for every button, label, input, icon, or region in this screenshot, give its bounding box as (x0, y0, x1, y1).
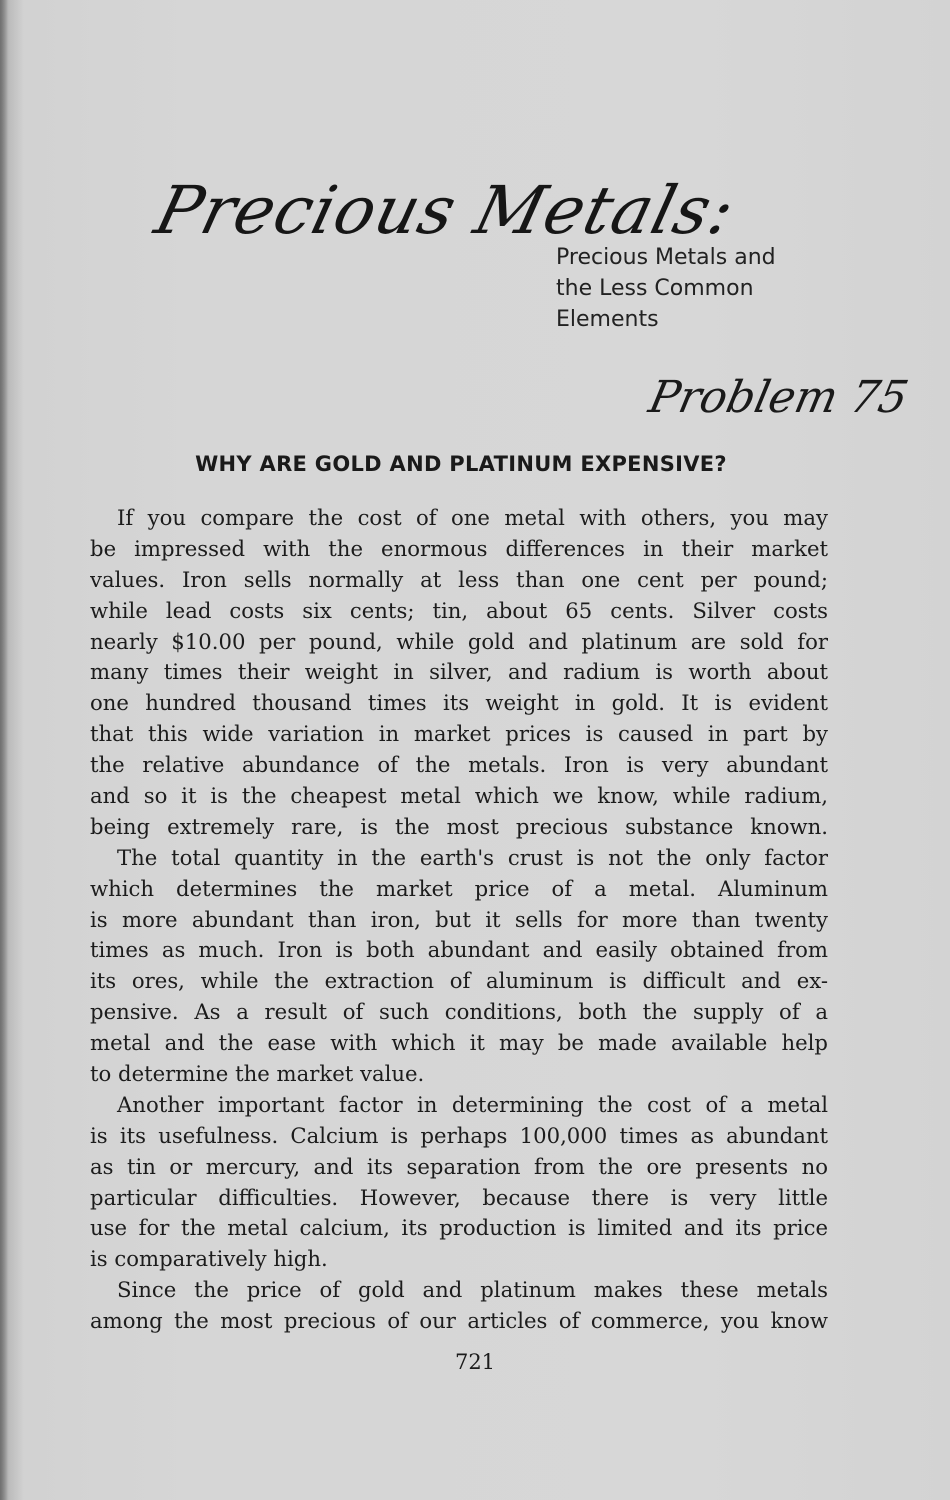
body-line: being extremely rare, is the most precious substance known. (90, 813, 828, 839)
body-line: be impressed with the enormous differences in their market (90, 535, 828, 561)
chapter-script-title: Precious Metals: (148, 172, 744, 249)
body-line: pensive. As a result of such conditions, both the supply of a (90, 999, 828, 1025)
subtitle-line: Elements (556, 307, 659, 332)
body-line: is more abundant than iron, but it sells for more than twenty (90, 906, 828, 932)
body-line: that this wide variation in market prices is caused in part by (90, 721, 828, 747)
body-line: nearly $10.00 per pound, while gold and platinum are sold for (90, 628, 828, 654)
body-line: among the most precious of our articles of commerce, you know (90, 1308, 828, 1334)
body-line: metal and the ease with which it may be made available help (90, 1030, 828, 1056)
subtitle-line: Precious Metals and (556, 245, 776, 270)
binding-gutter-shadow (0, 0, 8, 1500)
chapter-subtitle (556, 242, 816, 335)
body-text (90, 503, 828, 1337)
body-line: times as much. Iron is both abundant and easily obtained from (90, 937, 828, 963)
subtitle-line: the Less Common (556, 276, 754, 301)
body-line: to determine the market value. (90, 1061, 425, 1087)
body-line: Another important factor in determining the cost of a metal (117, 1091, 828, 1117)
body-line: particular difficulties. However, because there is very little (90, 1184, 828, 1210)
body-line: the relative abundance of the metals. Iron is very abundant (90, 752, 828, 778)
body-line: many times their weight in silver, and radium is worth about (90, 659, 828, 685)
body-line: is comparatively high. (90, 1246, 328, 1272)
body-line: If you compare the cost of one metal with others, you may (117, 505, 828, 530)
section-heading: WHY ARE GOLD AND PLATINUM EXPENSIVE? (195, 452, 727, 476)
body-line: Since the price of gold and platinum makes these metals (117, 1277, 828, 1303)
body-line: The total quantity in the earth's crust is not the only factor (117, 844, 828, 870)
body-line: values. Iron sells normally at less than one cent per pound; (90, 566, 828, 592)
body-line: while lead costs six cents; tin, about 65 cents. Silver costs (90, 597, 828, 623)
body-line: one hundred thousand times its weight in gold. It is evident (90, 690, 828, 716)
body-line: is its usefulness. Calcium is perhaps 100,000 times as abundant (90, 1122, 828, 1148)
body-line: its ores, while the extraction of aluminum is difficult and ex- (90, 968, 828, 994)
body-line: and so it is the cheapest metal which we know, while radium, (90, 783, 828, 809)
page-number: 721 (454, 1350, 496, 1374)
body-line: which determines the market price of a metal. Aluminum (90, 875, 828, 901)
body-line: use for the metal calcium, its production is limited and its price (90, 1215, 828, 1241)
problem-label: Problem 75 (644, 372, 913, 423)
body-line: as tin or mercury, and its separation from the ore presents no (90, 1153, 828, 1179)
